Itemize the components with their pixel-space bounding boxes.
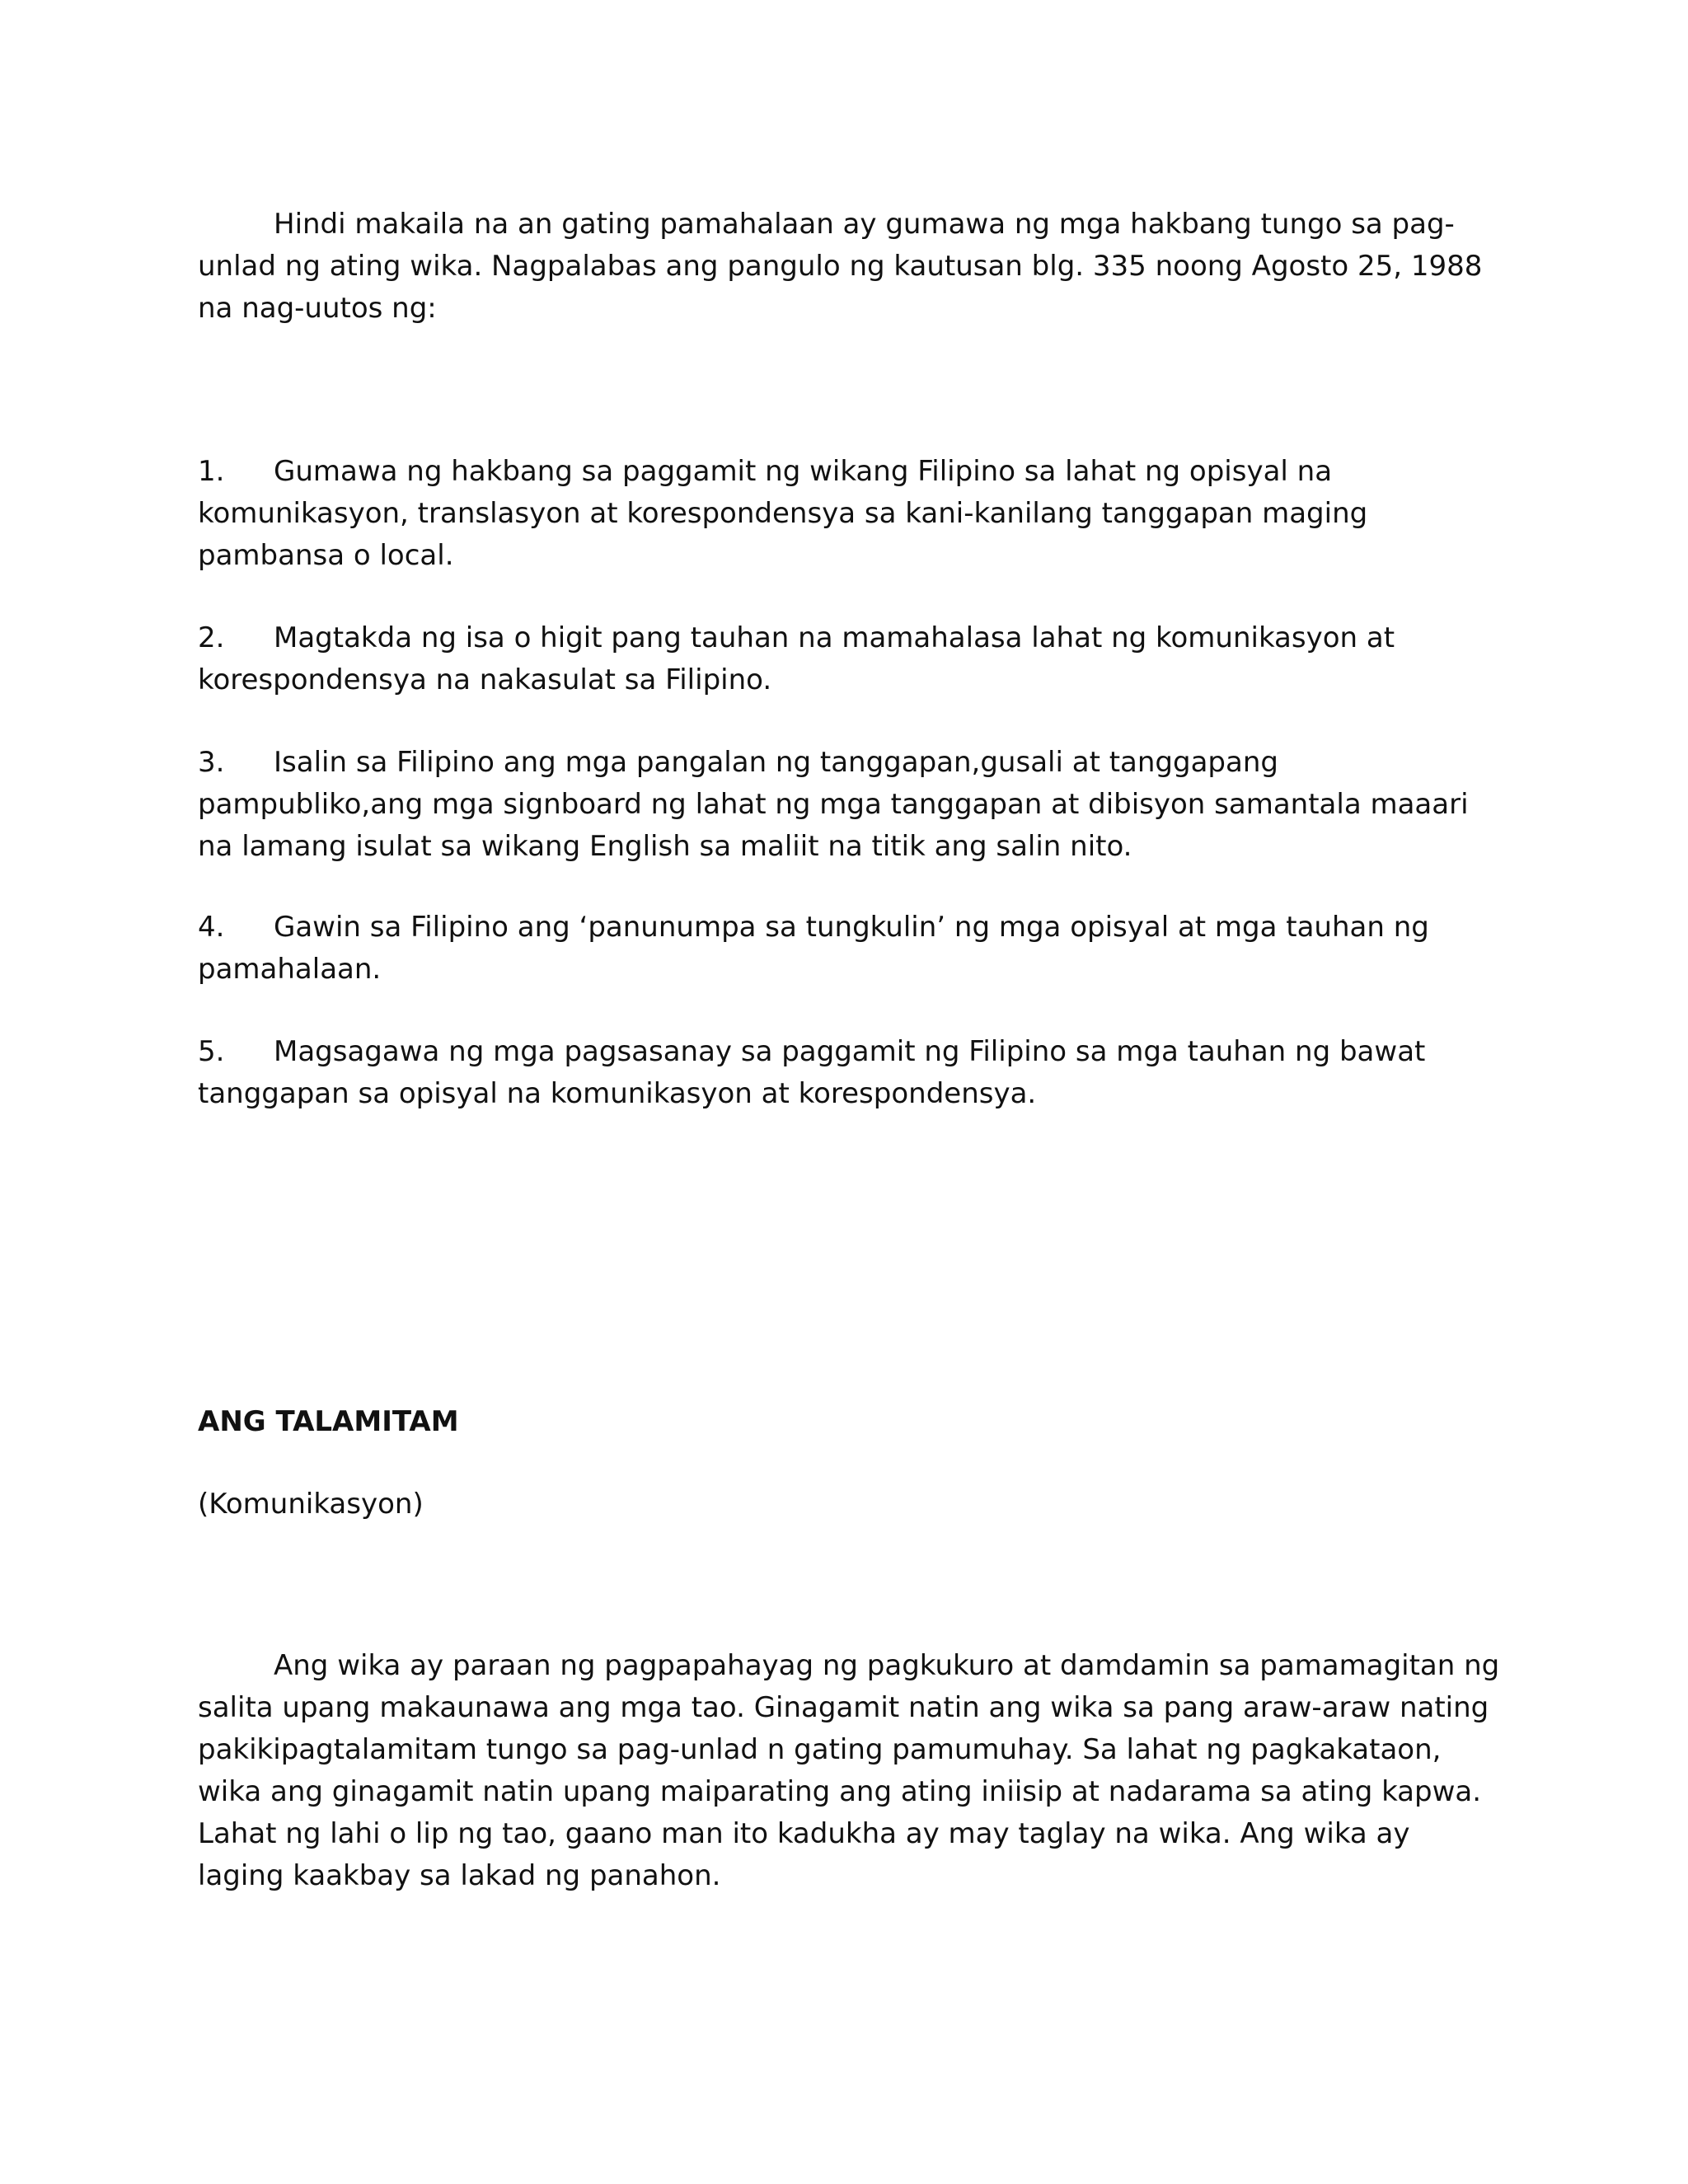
list-item-text: korespondensya na nakasulat sa Filipino. <box>198 663 772 696</box>
list-item-3 <box>198 742 1500 868</box>
paragraph-line: salita upang makaunawa ang mga tao. Ginagamit natin ang wika sa pang araw-araw nating <box>198 1691 1489 1724</box>
intro-line: Hindi makaila na an gating pamahalaan ay gumawa ng mga hakbang tungo sa pag- <box>274 208 1455 241</box>
list-item-number: 5. <box>198 1035 225 1068</box>
list-item-text: Gawin sa Filipino ang ‘panunumpa sa tungkulin’ ng mga opisyal at mga tauhan ng <box>274 911 1429 944</box>
intro-line: unlad ng ating wika. Nagpalabas ang pangulo ng kautusan blg. 335 noong Agosto 25, 1988 <box>198 250 1483 283</box>
paragraph-line: pakikipagtalamitam tungo sa pag-unlad n gating pamumuhay. Sa lahat ng pagkakataon, <box>198 1733 1442 1766</box>
paragraph-line: Lahat ng lahi o lip ng tao, gaano man ito kadukha ay may taglay na wika. Ang wika ay <box>198 1817 1410 1850</box>
list-item-2 <box>198 617 1500 701</box>
list-item-text: pampubliko,ang mga signboard ng lahat ng mga tanggapan at dibisyon samantala maaari <box>198 788 1469 821</box>
list-item-text: pamahalaan. <box>198 953 382 986</box>
section-heading: ANG TALAMITAM <box>198 1405 459 1438</box>
paragraph-line: wika ang ginagamit natin upang maiparating ang ating iniisip at nadarama sa ating kapwa. <box>198 1775 1482 1808</box>
list-item-number: 4. <box>198 911 225 944</box>
section-paragraph <box>198 1645 1500 1897</box>
intro-line: na nag-uutos ng: <box>198 292 437 325</box>
paragraph-line: laging kaakbay sa lakad ng panahon. <box>198 1859 721 1892</box>
list-item-text: Magtakda ng isa o higit pang tauhan na mamahalasa lahat ng komunikasyon at <box>274 621 1395 654</box>
list-item-text: Gumawa ng hakbang sa paggamit ng wikang Filipino sa lahat ng opisyal na <box>274 455 1333 488</box>
list-item-4 <box>198 907 1500 991</box>
list-item-text: Isalin sa Filipino ang mga pangalan ng tanggapan,gusali at tanggapang <box>274 746 1278 779</box>
list-item-number: 3. <box>198 746 225 779</box>
list-item-text: pambansa o local. <box>198 539 454 572</box>
list-item-text: tanggapan sa opisyal na komunikasyon at korespondensya. <box>198 1077 1037 1110</box>
list-item-number: 1. <box>198 455 225 488</box>
list-item-5 <box>198 1031 1500 1115</box>
list-item-text: na lamang isulat sa wikang English sa maliit na titik ang salin nito. <box>198 830 1132 863</box>
list-item-number: 2. <box>198 621 225 654</box>
section-subheading: (Komunikasyon) <box>198 1488 424 1521</box>
paragraph-line: Ang wika ay paraan ng pagpapahayag ng pagkukuro at damdamin sa pamamagitan ng <box>274 1649 1500 1682</box>
list-item-text: Magsagawa ng mga pagsasanay sa paggamit ng Filipino sa mga tauhan ng bawat <box>274 1035 1426 1068</box>
intro-paragraph <box>198 204 1500 330</box>
list-item-1 <box>198 451 1500 577</box>
list-item-text: komunikasyon, translasyon at korespondensya sa kani-kanilang tanggapan maging <box>198 497 1368 530</box>
